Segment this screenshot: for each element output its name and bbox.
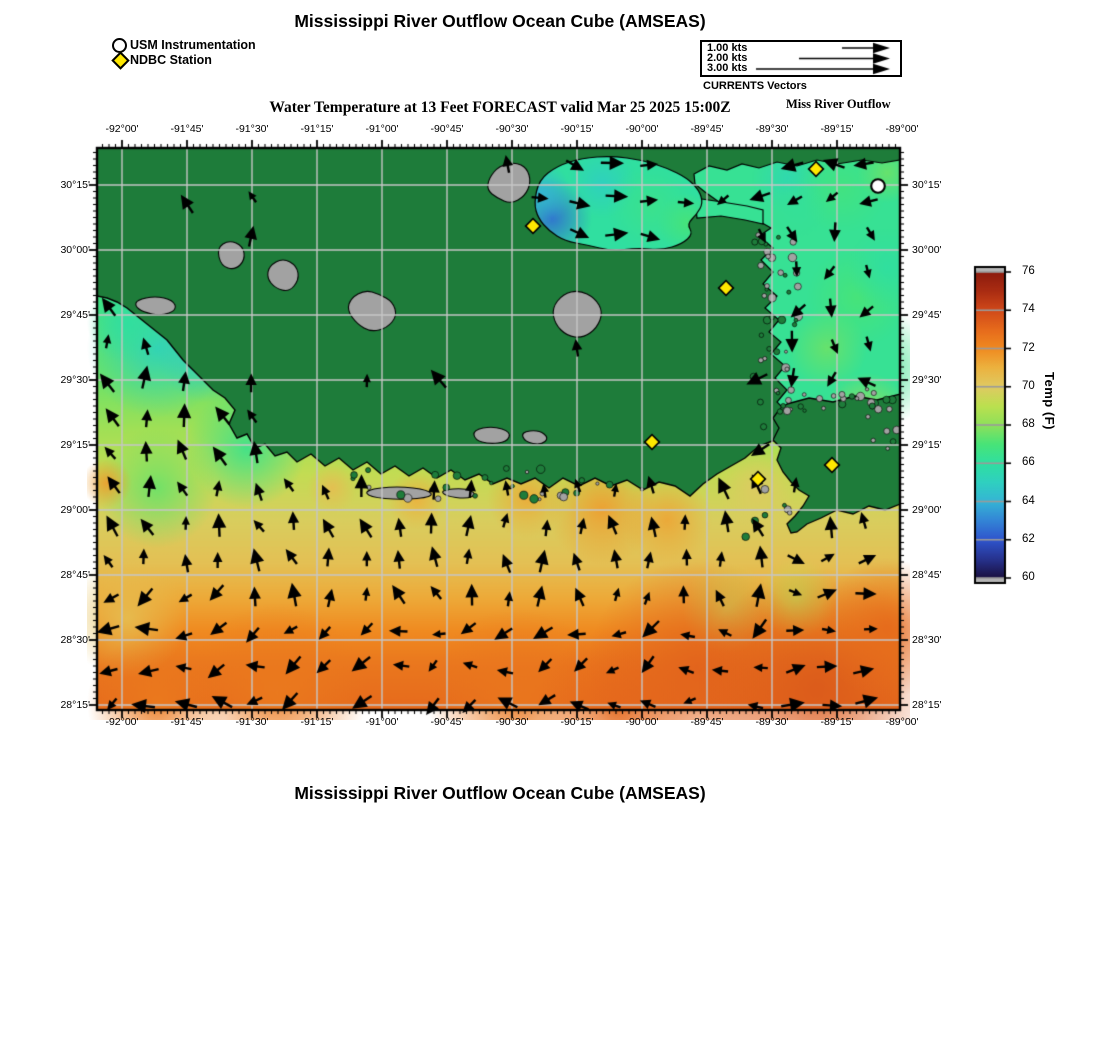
x-tick-bottom: -90°30' [495, 716, 529, 728]
x-tick-bottom: -90°45' [430, 716, 464, 728]
x-tick-top: -92°00' [105, 123, 139, 135]
colorbar-tick-74: 74 [1022, 303, 1035, 316]
x-tick-bottom: -91°30' [235, 716, 269, 728]
y-tick-left: 28°15' [60, 699, 90, 711]
x-tick-bottom: -90°00' [625, 716, 659, 728]
x-tick-bottom: -91°45' [170, 716, 204, 728]
x-tick-top: -90°45' [430, 123, 464, 135]
y-tick-right: 28°45' [912, 569, 942, 581]
colorbar-tick-72: 72 [1022, 341, 1035, 354]
y-tick-left: 28°30' [60, 634, 90, 646]
y-tick-left: 29°45' [60, 309, 90, 321]
vector-legend-arrows [702, 42, 895, 75]
x-tick-top: -89°30' [755, 123, 789, 135]
x-tick-bottom: -92°00' [105, 716, 139, 728]
colorbar-tick-68: 68 [1022, 418, 1035, 430]
y-tick-left: 29°00' [60, 504, 90, 516]
x-tick-top: -89°00' [885, 123, 919, 135]
legend-usm-label: USM Instrumentation [130, 38, 256, 52]
colorbar-tick-62: 62 [1022, 532, 1035, 545]
x-tick-bottom: -89°00' [885, 716, 919, 728]
y-tick-right: 30°15' [912, 179, 942, 191]
colorbar-tick-60: 60 [1022, 571, 1035, 583]
x-tick-top: -91°30' [235, 123, 269, 135]
x-tick-top: -90°15' [560, 123, 594, 135]
currents-vector-legend-box [700, 40, 902, 77]
legend-ndbc-label: NDBC Station [130, 53, 212, 67]
y-tick-left: 29°15' [60, 439, 90, 451]
colorbar-tick-66: 66 [1022, 456, 1035, 469]
colorbar-tick-76: 76 [1022, 265, 1035, 277]
map-canvas[interactable] [87, 138, 910, 720]
colorbar-tick-70: 70 [1022, 379, 1035, 392]
page-title: Mississippi River Outflow Ocean Cube (AMSEAS) [294, 11, 706, 31]
currents-vectors-caption: CURRENTS Vectors [703, 80, 807, 92]
y-tick-right: 28°15' [912, 699, 942, 711]
y-tick-right: 28°30' [912, 634, 942, 646]
y-tick-left: 28°45' [60, 569, 90, 581]
x-tick-top: -91°00' [365, 123, 399, 135]
y-tick-right: 29°45' [912, 309, 942, 321]
y-tick-right: 29°00' [912, 504, 942, 516]
x-tick-top: -91°15' [300, 123, 334, 135]
ndbc-diamond-icon [111, 51, 129, 69]
y-tick-right: 29°15' [912, 439, 942, 451]
bottom-title: Mississippi River Outflow Ocean Cube (AMSEAS) [294, 783, 706, 803]
colorbar [971, 265, 1017, 585]
x-tick-bottom: -90°15' [560, 716, 594, 728]
x-tick-bottom: -89°30' [755, 716, 789, 728]
miss-river-outflow-annotation: Miss River Outflow [786, 97, 891, 111]
y-tick-right: 29°30' [912, 374, 942, 386]
x-tick-top: -89°15' [820, 123, 854, 135]
x-tick-top: -90°30' [495, 123, 529, 135]
forecast-subtitle: Water Temperature at 13 Feet FORECAST valid Mar 25 2025 15:00Z [269, 99, 731, 116]
y-tick-left: 30°15' [60, 179, 90, 191]
colorbar-axis-label: Temp (F) [1042, 372, 1057, 430]
y-tick-left: 30°00' [60, 244, 90, 256]
y-tick-left: 29°30' [60, 374, 90, 386]
x-tick-bottom: -89°15' [820, 716, 854, 728]
y-tick-right: 30°00' [912, 244, 942, 256]
x-tick-top: -89°45' [690, 123, 724, 135]
x-tick-bottom: -89°45' [690, 716, 724, 728]
x-tick-top: -91°45' [170, 123, 204, 135]
colorbar-tick-64: 64 [1022, 494, 1035, 507]
x-tick-top: -90°00' [625, 123, 659, 135]
x-tick-bottom: -91°15' [300, 716, 334, 728]
x-tick-bottom: -91°00' [365, 716, 399, 728]
